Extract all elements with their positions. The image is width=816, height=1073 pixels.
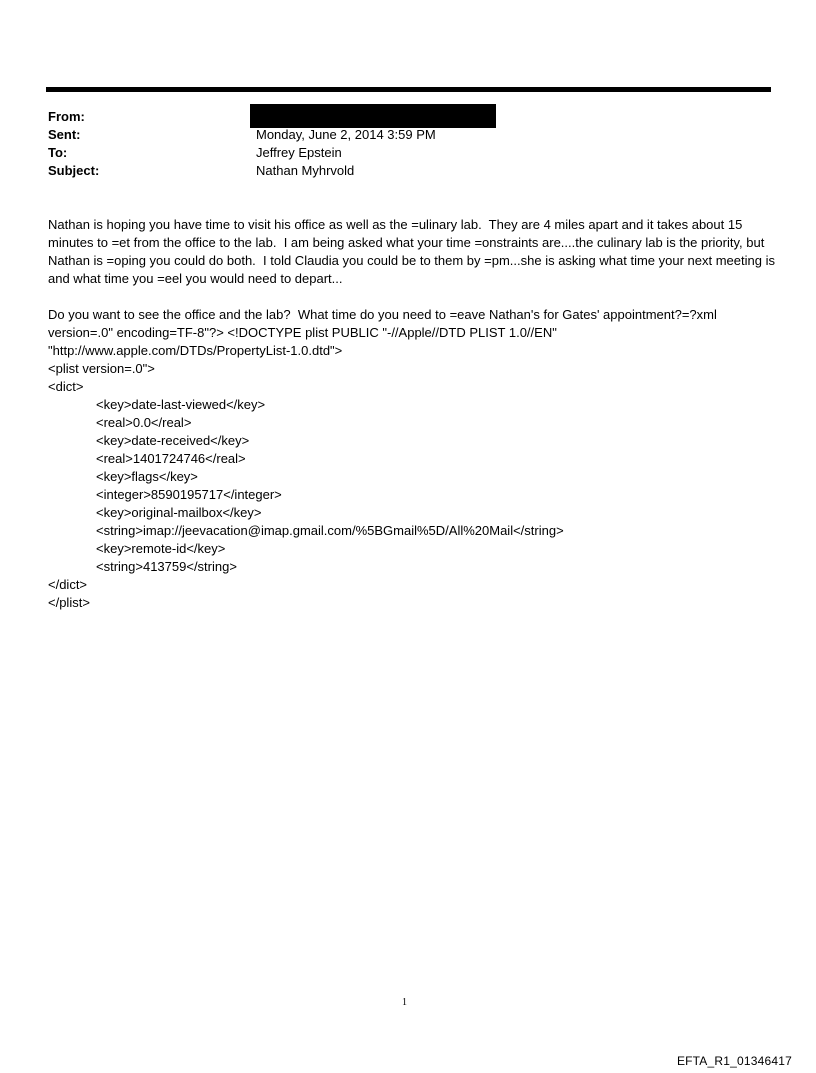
plist-line: <real>0.0</real>: [96, 415, 192, 430]
subject-value: Nathan Myhrvold: [256, 163, 355, 178]
to-label: To:: [48, 145, 68, 160]
plist-line: <key>date-last-viewed</key>: [96, 397, 266, 412]
subject-label: Subject:: [48, 163, 100, 178]
plist-line: <string>imap://jeevacation@imap.gmail.com/%5BGmail%5D/All%20Mail</string>: [96, 523, 564, 538]
plist-line: <key>remote-id</key>: [96, 541, 226, 556]
plist-line: <real>1401724746</real>: [96, 451, 246, 466]
plist-line: <string>413759</string>: [96, 559, 237, 574]
sent-value: Monday, June 2, 2014 3:59 PM: [256, 127, 436, 142]
plist-line: <dict>: [48, 379, 84, 394]
from-label: From:: [48, 109, 85, 124]
document-id: EFTA_R1_01346417: [676, 1054, 792, 1068]
plist-line: <plist version=.0">: [48, 361, 155, 376]
body-paragraph-1: Nathan is hoping you have time to visit his office as well as the =ulinary lab. They are 4 miles apart and it takes about 15 minutes to =et from the office to the lab. I am being asked what your time =onstraints are....the culinary lab is the priority, but Nathan is =oping you could do both. I told Claudia you could be to them by =pm...she is asking what time your next meeting is and what time you =eel you would need to depart...: [48, 217, 779, 286]
plist-line: <key>original-mailbox</key>: [96, 505, 262, 520]
plist-line: <key>flags</key>: [96, 469, 198, 484]
header-rule: [46, 87, 771, 92]
sent-label: Sent:: [48, 127, 81, 142]
redacted-sender: [250, 104, 496, 128]
plist-line: <key>date-received</key>: [96, 433, 250, 448]
to-value: Jeffrey Epstein: [256, 145, 342, 160]
page-number: 1: [402, 997, 407, 1008]
plist-line: <integer>8590195717</integer>: [96, 487, 282, 502]
plist-line: </dict>: [48, 577, 88, 592]
plist-line: </plist>: [48, 595, 90, 610]
body-paragraph-2: Do you want to see the office and the lab? What time do you need to =eave Nathan's for Gates' appointment?=?xml version=.0" encoding=TF-8"?> <!DOCTYPE plist PUBLIC "-//Apple//DTD PLIST 1.0//EN" "http://www.apple.com/DTDs/PropertyList-1.0.dtd">: [48, 307, 721, 358]
